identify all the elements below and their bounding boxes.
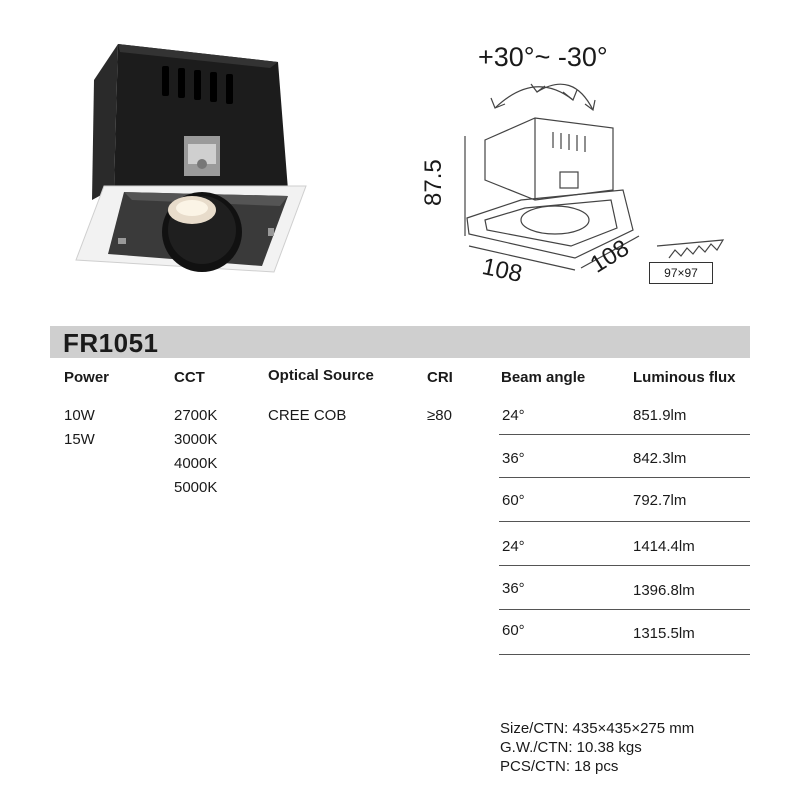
- power-value: 10W: [64, 407, 95, 424]
- cct-value: 3000K: [174, 431, 218, 448]
- row-divider: [499, 477, 750, 478]
- luminous-flux-value: 1315.5lm: [633, 625, 695, 642]
- row-divider: [499, 434, 750, 435]
- cct-value: 5000K: [174, 479, 218, 496]
- header-beam-angle: Beam angle: [501, 369, 586, 386]
- header-power: Power: [64, 369, 110, 386]
- luminous-flux-value: 851.9lm: [633, 407, 687, 424]
- luminous-flux-value: 1396.8lm: [633, 582, 695, 599]
- beam-angle-value: 36°: [502, 450, 525, 467]
- cri-value: ≥80: [427, 407, 452, 424]
- carton-gross-weight: G.W./CTN: 10.38 kgs: [500, 739, 642, 756]
- beam-angle-value: 24°: [502, 407, 525, 424]
- dimension-drawing: [425, 40, 745, 290]
- carton-pieces: PCS/CTN: 18 pcs: [500, 758, 619, 775]
- width-dimension: 108: [479, 253, 525, 288]
- header-optical-source: Optical Source: [268, 367, 374, 384]
- cct-value: 4000K: [174, 455, 218, 472]
- optical-source-value: CREE COB: [268, 407, 347, 424]
- beam-angle-value: 24°: [502, 538, 525, 555]
- header-luminous-flux: Luminous flux: [633, 369, 736, 386]
- cutout-dimension: 97×97: [649, 262, 713, 284]
- row-divider: [499, 654, 750, 655]
- height-dimension: 87.5: [420, 159, 447, 206]
- depth-dimension: 108: [585, 234, 634, 279]
- row-divider: [499, 521, 750, 522]
- carton-size: Size/CTN: 435×435×275 mm: [500, 720, 695, 737]
- cct-value: 2700K: [174, 407, 218, 424]
- product-photo: [74, 40, 310, 276]
- power-value: 15W: [64, 431, 95, 448]
- beam-angle-value: 36°: [502, 580, 525, 597]
- beam-angle-value: 60°: [502, 622, 525, 639]
- header-cri: CRI: [427, 369, 453, 386]
- model-number: FR1051: [63, 328, 159, 358]
- luminous-flux-value: 1414.4lm: [633, 538, 695, 555]
- rotation-angle-label: +30°~ -30°: [478, 42, 608, 72]
- beam-angle-value: 60°: [502, 492, 525, 509]
- luminous-flux-value: 842.3lm: [633, 450, 687, 467]
- luminous-flux-value: 792.7lm: [633, 492, 687, 509]
- row-divider: [499, 609, 750, 610]
- header-cct: CCT: [174, 369, 205, 386]
- row-divider: [499, 565, 750, 566]
